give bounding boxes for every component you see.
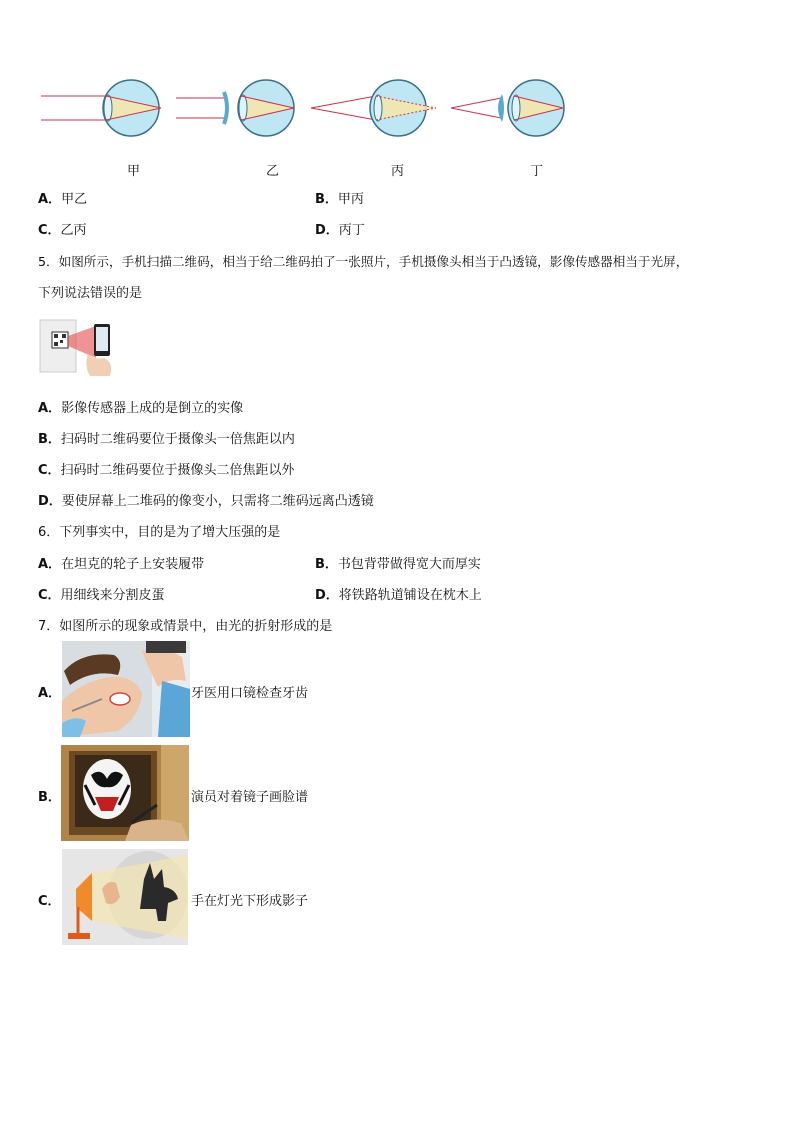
- option-text: 要使屏幕上二堆码的像变小，只需将二维码远离凸透镜: [61, 494, 374, 509]
- hand-shadow-image: [62, 849, 188, 945]
- option-label: C．: [38, 588, 61, 603]
- eye-caption-bing: 丙: [391, 164, 405, 179]
- q6-option-a[interactable]: [38, 553, 204, 572]
- q5-option-c[interactable]: [38, 459, 295, 478]
- q7-option-a-text: 牙医用口镜检查牙齿: [191, 686, 309, 701]
- option-text: 将铁路轨道铺设在枕木上: [338, 588, 482, 603]
- q7-option-a-label[interactable]: A．: [38, 686, 62, 701]
- opera-mirror-image: [61, 745, 189, 841]
- q7-option-c-text: 手在灯光下形成影子: [191, 894, 309, 909]
- qr-scan-image: [38, 314, 118, 378]
- eye-caption-jia: 甲: [127, 164, 141, 179]
- eye-diagram-bing: [311, 80, 436, 136]
- q5-option-b[interactable]: [38, 428, 295, 447]
- q4-option-c[interactable]: [38, 219, 87, 238]
- option-label: A．: [38, 192, 62, 207]
- option-label: A．: [38, 557, 62, 572]
- q7-option-b-label[interactable]: B．: [38, 790, 61, 805]
- option-label: D．: [315, 588, 339, 603]
- option-label: B．: [315, 557, 338, 572]
- q6-option-c[interactable]: [38, 584, 165, 603]
- q7-stem: 7．如图所示的现象或情景中，由光的折射形成的是: [38, 619, 333, 634]
- q5-option-d[interactable]: [38, 490, 374, 509]
- option-text: 甲丙: [337, 192, 364, 207]
- eye-diagram-jia: [41, 80, 161, 136]
- option-text: 在坦克的轮子上安装履带: [61, 557, 205, 572]
- option-label: D．: [38, 494, 62, 509]
- option-text: 乙丙: [60, 223, 87, 238]
- q5-stem-line2: 下列说法错误的是: [38, 286, 143, 301]
- option-label: B．: [38, 432, 61, 447]
- option-text: 扫码时二维码要位于摄像头一倍焦距以内: [60, 432, 295, 447]
- option-text: 书包背带做得宽大而厚实: [337, 557, 481, 572]
- eye-caption-yi: 乙: [266, 164, 280, 179]
- option-text: 扫码时二维码要位于摄像头二倍焦距以外: [60, 463, 295, 478]
- eye-diagram-yi: [176, 80, 294, 136]
- q4-option-d[interactable]: [315, 219, 365, 238]
- option-text: 影像传感器上成的是倒立的实像: [61, 401, 244, 416]
- eye-diagrams-figure: [36, 78, 576, 148]
- option-label: A．: [38, 401, 62, 416]
- option-text: 用细线来分割皮蛋: [60, 588, 165, 603]
- q5-stem-line1: 5．如图所示，手机扫描二维码，相当于给二维码拍了一张照片，手机摄像头相当于凸透镜，影像传感器相当于光屏，: [38, 254, 689, 269]
- q7-option-c-label[interactable]: C．: [38, 894, 61, 909]
- option-label: B．: [315, 192, 338, 207]
- q7-option-b-text: 演员对着镜子画脸谱: [191, 790, 309, 805]
- option-text: 丙丁: [338, 223, 365, 238]
- dentist-mirror-image: [62, 641, 190, 737]
- eye-caption-ding: 丁: [530, 164, 544, 179]
- q6-option-b[interactable]: [315, 553, 481, 572]
- eye-diagram-ding: [451, 80, 564, 136]
- option-label: D．: [315, 223, 339, 238]
- q6-stem: 6．下列事实中，目的是为了增大压强的是: [38, 525, 281, 540]
- q6-option-d[interactable]: [315, 584, 482, 603]
- option-label: C．: [38, 463, 61, 478]
- q4-option-a[interactable]: [38, 188, 87, 207]
- q5-option-a[interactable]: [38, 397, 243, 416]
- q4-option-b[interactable]: [315, 188, 364, 207]
- option-text: 甲乙: [61, 192, 88, 207]
- option-label: C．: [38, 223, 61, 238]
